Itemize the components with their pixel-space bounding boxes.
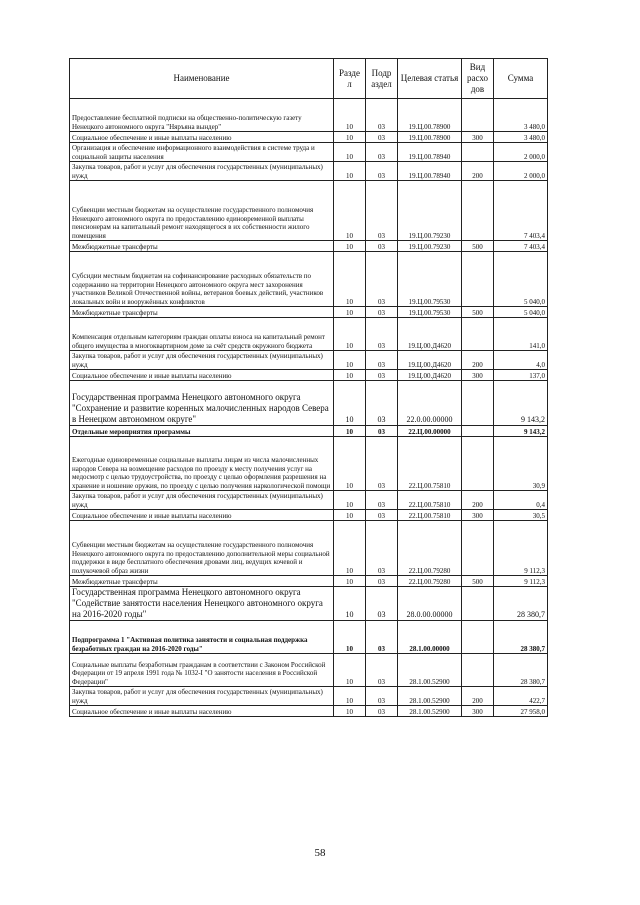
row-section: 10	[334, 654, 366, 687]
row-expense-type	[462, 426, 494, 437]
row-target-article: 19.Ц.00.78900	[398, 99, 462, 132]
row-sum: 9 143,2	[494, 381, 548, 426]
table-row	[70, 706, 548, 717]
row-sum: 9 112,3	[494, 521, 548, 576]
row-subsection: 03	[366, 162, 398, 181]
row-name: Закупка товаров, работ и услуг для обеспечения государственных (муниципальных) нужд	[70, 687, 334, 706]
row-target-article: 19.Ц.00.79530	[398, 252, 462, 307]
row-subsection: 03	[366, 241, 398, 252]
row-subsection: 03	[366, 99, 398, 132]
header-expense-type: Вид расхо дов	[462, 59, 494, 99]
row-expense-type	[462, 587, 494, 621]
row-section: 10	[334, 351, 366, 370]
row-expense-type: 300	[462, 706, 494, 717]
row-name: Отдельные мероприятия программы	[70, 426, 334, 437]
row-target-article: 28.1.00.52900	[398, 654, 462, 687]
row-sum: 28 380,7	[494, 587, 548, 621]
row-section: 10	[334, 510, 366, 521]
row-target-article: 19.Ц.00.78940	[398, 162, 462, 181]
row-name: Закупка товаров, работ и услуг для обеспечения государственных (муниципальных) нужд	[70, 351, 334, 370]
row-section: 10	[334, 181, 366, 241]
table-row	[70, 510, 548, 521]
row-sum: 28 380,7	[494, 621, 548, 654]
row-section: 10	[334, 687, 366, 706]
row-expense-type	[462, 143, 494, 162]
header-sum: Сумма	[494, 59, 548, 99]
row-name: Компенсация отдельным категориям граждан оплаты взноса на капитальный ремонт общего имущества в многоквартирном доме за счёт средств окружного бюджета	[70, 318, 334, 351]
row-section: 10	[334, 437, 366, 491]
row-sum: 3 480,0	[494, 99, 548, 132]
row-subsection: 03	[366, 381, 398, 426]
row-name: Межбюджетные трансферты	[70, 307, 334, 318]
row-name: Подпрограмма 1 "Активная политика занятости и социальная поддержка безработных граждан на 2016-2020 годы"	[70, 621, 334, 654]
row-name: Организация и обеспечение информационного взаимодействия в системе труда и социальной защиты населения	[70, 143, 334, 162]
table-row	[70, 426, 548, 437]
row-sum: 9 112,3	[494, 576, 548, 587]
table-row	[70, 587, 548, 621]
row-subsection: 03	[366, 510, 398, 521]
row-expense-type	[462, 437, 494, 491]
row-sum: 2 000,0	[494, 162, 548, 181]
row-name: Закупка товаров, работ и услуг для обеспечения государственных (муниципальных) нужд	[70, 162, 334, 181]
row-sum: 7 403,4	[494, 241, 548, 252]
row-expense-type: 300	[462, 132, 494, 143]
row-sum: 2 000,0	[494, 143, 548, 162]
row-name: Закупка товаров, работ и услуг для обеспечения государственных (муниципальных) нужд	[70, 491, 334, 510]
row-sum: 7 403,4	[494, 181, 548, 241]
row-subsection: 03	[366, 252, 398, 307]
row-section: 10	[334, 491, 366, 510]
table-row	[70, 521, 548, 576]
row-subsection: 03	[366, 132, 398, 143]
row-subsection: 03	[366, 587, 398, 621]
row-name: Социальное обеспечение и иные выплаты населению	[70, 370, 334, 381]
row-expense-type: 300	[462, 370, 494, 381]
row-target-article: 19.Ц.00.78900	[398, 132, 462, 143]
row-expense-type: 500	[462, 307, 494, 318]
table-body	[70, 99, 548, 717]
row-target-article: 22.Ц.00.75810	[398, 437, 462, 491]
row-section: 10	[334, 252, 366, 307]
row-section: 10	[334, 521, 366, 576]
row-sum: 9 143,2	[494, 426, 548, 437]
row-name: Государственная программа Ненецкого автономного округа "Сохранение и развитие коренных малочисленных народов Севера в Ненецком автономном округе"	[70, 381, 334, 426]
row-name: Межбюджетные трансферты	[70, 576, 334, 587]
row-target-article: 28.1.00.00000	[398, 621, 462, 654]
row-target-article: 19.Ц.00.79530	[398, 307, 462, 318]
row-name: Социальное обеспечение и иные выплаты населению	[70, 132, 334, 143]
row-sum: 30,9	[494, 437, 548, 491]
row-name: Субвенции местным бюджетам на осуществление государственного полномочия Ненецкого автономного округа по предоставлению единовременной выплаты пенсионерам на капитальный ремонт находящегося в их собственности жилого помещения	[70, 181, 334, 241]
row-expense-type	[462, 318, 494, 351]
row-sum: 5 040,0	[494, 307, 548, 318]
row-subsection: 03	[366, 181, 398, 241]
table-row	[70, 181, 548, 241]
row-target-article: 28.1.00.52900	[398, 706, 462, 717]
row-name: Социальное обеспечение и иные выплаты населению	[70, 510, 334, 521]
row-section: 10	[334, 381, 366, 426]
row-target-article: 22.Ц.00.75810	[398, 510, 462, 521]
row-expense-type: 200	[462, 351, 494, 370]
row-target-article: 28.1.00.52900	[398, 687, 462, 706]
row-expense-type	[462, 181, 494, 241]
row-name: Социальное обеспечение и иные выплаты населению	[70, 706, 334, 717]
row-section: 10	[334, 307, 366, 318]
row-target-article: 22.Ц.00.00000	[398, 426, 462, 437]
row-section: 10	[334, 132, 366, 143]
page-number: 58	[314, 847, 326, 859]
table-row	[70, 437, 548, 491]
row-subsection: 03	[366, 370, 398, 381]
row-section: 10	[334, 706, 366, 717]
row-sum: 141,0	[494, 318, 548, 351]
row-target-article: 19.Ц.00.Д4620	[398, 318, 462, 351]
row-sum: 27 958,0	[494, 706, 548, 717]
table-header-row	[70, 59, 548, 99]
row-expense-type: 500	[462, 576, 494, 587]
header-name: Наименование	[70, 59, 334, 99]
row-expense-type: 200	[462, 162, 494, 181]
row-expense-type: 200	[462, 491, 494, 510]
row-expense-type	[462, 252, 494, 307]
table-row	[70, 381, 548, 426]
row-name: Межбюджетные трансферты	[70, 241, 334, 252]
row-sum: 4,0	[494, 351, 548, 370]
row-target-article: 22.0.00.00000	[398, 381, 462, 426]
row-section: 10	[334, 621, 366, 654]
table-row	[70, 491, 548, 510]
row-section: 10	[334, 576, 366, 587]
row-subsection: 03	[366, 491, 398, 510]
row-expense-type	[462, 99, 494, 132]
row-subsection: 03	[366, 621, 398, 654]
row-section: 10	[334, 241, 366, 252]
row-subsection: 03	[366, 706, 398, 717]
row-target-article: 22.Ц.00.79280	[398, 576, 462, 587]
row-section: 10	[334, 370, 366, 381]
table-row	[70, 654, 548, 687]
row-subsection: 03	[366, 143, 398, 162]
row-section: 10	[334, 426, 366, 437]
row-subsection: 03	[366, 307, 398, 318]
row-name: Государственная программа Ненецкого автономного округа "Содействие занятости населения Ненецкого автономного округа на 2016-2020 годы"	[70, 587, 334, 621]
row-name: Субсидии местным бюджетам на софинансирование расходных обязательств по содержанию на территории Ненецкого автономного округа мест захоронения участников Великой Отечественной войны, ветеранов боевых действий, участников локальных войн и вооружённых конфликтов	[70, 252, 334, 307]
header-target-article: Целевая статья	[398, 59, 462, 99]
row-target-article: 19.Ц.00.Д4620	[398, 370, 462, 381]
row-subsection: 03	[366, 687, 398, 706]
row-target-article: 22.Ц.00.75810	[398, 491, 462, 510]
row-section: 10	[334, 99, 366, 132]
row-expense-type: 500	[462, 241, 494, 252]
row-sum: 30,5	[494, 510, 548, 521]
row-subsection: 03	[366, 426, 398, 437]
row-sum: 28 380,7	[494, 654, 548, 687]
row-subsection: 03	[366, 576, 398, 587]
table-row	[70, 318, 548, 351]
table-row	[70, 252, 548, 307]
header-subsection: Подр аздел	[366, 59, 398, 99]
table-row	[70, 370, 548, 381]
row-section: 10	[334, 162, 366, 181]
budget-table	[69, 58, 548, 717]
row-target-article: 28.0.00.00000	[398, 587, 462, 621]
row-section: 10	[334, 318, 366, 351]
table-row	[70, 241, 548, 252]
row-sum: 137,0	[494, 370, 548, 381]
row-expense-type	[462, 654, 494, 687]
row-subsection: 03	[366, 351, 398, 370]
row-name: Предоставление бесплатной подписки на общественно-политическую газету Ненецкого автономного округа "Няръяна вындер"	[70, 99, 334, 132]
row-subsection: 03	[366, 437, 398, 491]
table-row	[70, 576, 548, 587]
row-sum: 0,4	[494, 491, 548, 510]
row-expense-type	[462, 381, 494, 426]
table-row	[70, 99, 548, 132]
row-name: Ежегодные единовременные социальные выплаты лицам из числа малочисленных народов Севера на возмещение расходов по проезду к месту получения услуг на медосмотр с целью трудоустройства, по проезду с целью оформления разрешения на хранение и ношение оружия, по проезду с целью получения наркологической помощи	[70, 437, 334, 491]
table-row	[70, 351, 548, 370]
row-subsection: 03	[366, 318, 398, 351]
row-expense-type	[462, 521, 494, 576]
row-section: 10	[334, 143, 366, 162]
table-row	[70, 132, 548, 143]
row-target-article: 22.Ц.00.79280	[398, 521, 462, 576]
header-section: Разде л	[334, 59, 366, 99]
row-expense-type: 200	[462, 687, 494, 706]
row-name: Социальные выплаты безработным гражданам в соответствии с Законом Российской Федерации от 19 апреля 1991 года № 1032-I "О занятости населения в Российской Федерации"	[70, 654, 334, 687]
row-sum: 3 480,0	[494, 132, 548, 143]
row-target-article: 19.Ц.00.78940	[398, 143, 462, 162]
row-name: Субвенции местным бюджетам на осуществление государственного полномочия Ненецкого автономного округа по предоставлению дополнительной меры социальной поддержки в виде бесплатного обеспечения дровами лиц, ведущих кочевой и полукочевой образ жизни	[70, 521, 334, 576]
row-target-article: 19.Ц.00.Д4620	[398, 351, 462, 370]
table-row	[70, 162, 548, 181]
row-target-article: 19.Ц.00.79230	[398, 241, 462, 252]
table-row	[70, 621, 548, 654]
row-section: 10	[334, 587, 366, 621]
row-subsection: 03	[366, 654, 398, 687]
row-expense-type	[462, 621, 494, 654]
table-row	[70, 143, 548, 162]
row-target-article: 19.Ц.00.79230	[398, 181, 462, 241]
row-subsection: 03	[366, 521, 398, 576]
table-row	[70, 687, 548, 706]
row-sum: 5 040,0	[494, 252, 548, 307]
table-row	[70, 307, 548, 318]
row-sum: 422,7	[494, 687, 548, 706]
row-expense-type: 300	[462, 510, 494, 521]
